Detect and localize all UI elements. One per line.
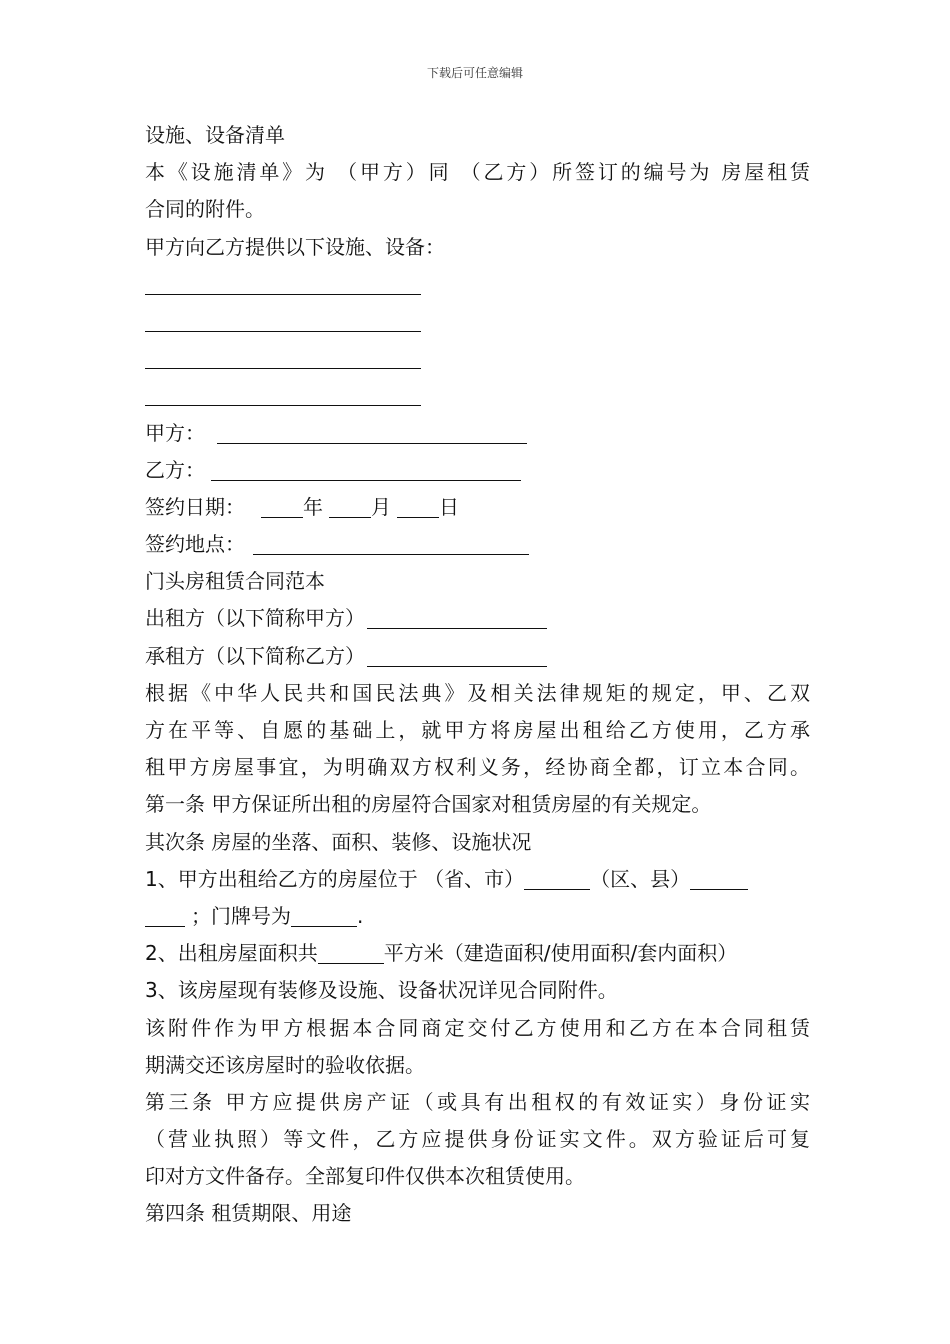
day-label: 日 bbox=[439, 494, 459, 519]
basis-line-2: 方在平等、自愿的基础上，就甲方将房屋出租给乙方使用，乙方承 bbox=[145, 718, 810, 742]
item-1-door-number-text: ；门牌号为 bbox=[191, 903, 291, 928]
item-2-unit-text: 平方米（建造面积/使用面积/套内面积） bbox=[383, 941, 738, 966]
facility-blank-line-1 bbox=[145, 266, 810, 303]
item-1-location-text: 1、甲方出租给乙方的房屋位于 （省、市） bbox=[145, 866, 525, 891]
item-1-district-text: （区、县） bbox=[590, 866, 691, 891]
party-b-signature-line bbox=[145, 452, 810, 489]
article-1: 第一条 甲方保证所出租的房屋符合国家对租赁房屋的有关规定。 bbox=[145, 792, 712, 817]
party-b-label: 乙方： bbox=[145, 457, 205, 482]
item-2-area-text: 2、出租房屋面积共 bbox=[145, 941, 318, 966]
facility-blank-line-2 bbox=[145, 303, 810, 340]
lessor-label: 出租方（以下简称甲方） bbox=[145, 606, 365, 631]
year-label: 年 bbox=[303, 494, 323, 519]
article-3-line-3: 印对方文件备存。全部复印件仅供本次租赁使用。 bbox=[145, 1164, 585, 1189]
item-1-line-2 bbox=[145, 898, 810, 935]
facilities-title: 设施、设备清单 bbox=[145, 123, 285, 147]
page-header-note: 下载后可任意编辑 bbox=[426, 66, 523, 80]
intro-line-1: 本《设施清单》为 （甲方）同 （乙方）所签订的编号为 房屋租赁 bbox=[145, 160, 810, 185]
contract-title: 门头房租赁合同范本 bbox=[145, 569, 325, 594]
item-1-line-1 bbox=[145, 861, 810, 898]
annex-line-2: 期满交还该房屋时的验收依据。 bbox=[145, 1052, 425, 1077]
item-2-line bbox=[145, 935, 810, 972]
annex-line-1: 该附件作为甲方根据本合同商定交付乙方使用和乙方在本合同租赁 bbox=[145, 1015, 810, 1040]
article-3-line-1: 第三条 甲方应提供房产证（或具有出租权的有效证实）身份证实 bbox=[145, 1089, 810, 1114]
basis-line-1: 根据《中华人民共和国民法典》及相关法律规矩的规定，甲、乙双 bbox=[145, 680, 810, 705]
facility-blank-line-4 bbox=[145, 377, 810, 414]
article-4-title: 第四条 租赁期限、用途 bbox=[145, 1201, 352, 1226]
document-body bbox=[145, 117, 810, 1233]
lessee-label: 承租方（以下简称乙方） bbox=[145, 643, 365, 668]
intro-line-2: 合同的附件。 bbox=[145, 197, 265, 222]
sign-date-line bbox=[145, 489, 810, 526]
month-label: 月 bbox=[371, 494, 391, 519]
facility-blank-line-3 bbox=[145, 340, 810, 377]
sign-place-label: 签约地点： bbox=[145, 532, 245, 557]
sign-place-line bbox=[145, 526, 810, 563]
item-1-end: . bbox=[357, 903, 364, 928]
article-3-line-2: （营业执照）等文件，乙方应提供身份证实文件。双方验证后可复 bbox=[145, 1127, 810, 1152]
article-2-title: 其次条 房屋的坐落、面积、装修、设施状况 bbox=[145, 829, 532, 854]
sign-date-label: 签约日期： bbox=[145, 494, 245, 519]
party-a-label: 甲方： bbox=[145, 420, 205, 445]
provide-line: 甲方向乙方提供以下设施、设备： bbox=[145, 234, 445, 259]
lessee-line bbox=[145, 638, 810, 675]
lessor-line bbox=[145, 600, 810, 637]
item-3-line: 3、该房屋现有装修及设施、设备状况详见合同附件。 bbox=[145, 978, 618, 1003]
basis-line-3: 租甲方房屋事宜，为明确双方权利义务，经协商全都，订立本合同。 bbox=[145, 755, 810, 780]
party-a-signature-line bbox=[145, 415, 810, 452]
